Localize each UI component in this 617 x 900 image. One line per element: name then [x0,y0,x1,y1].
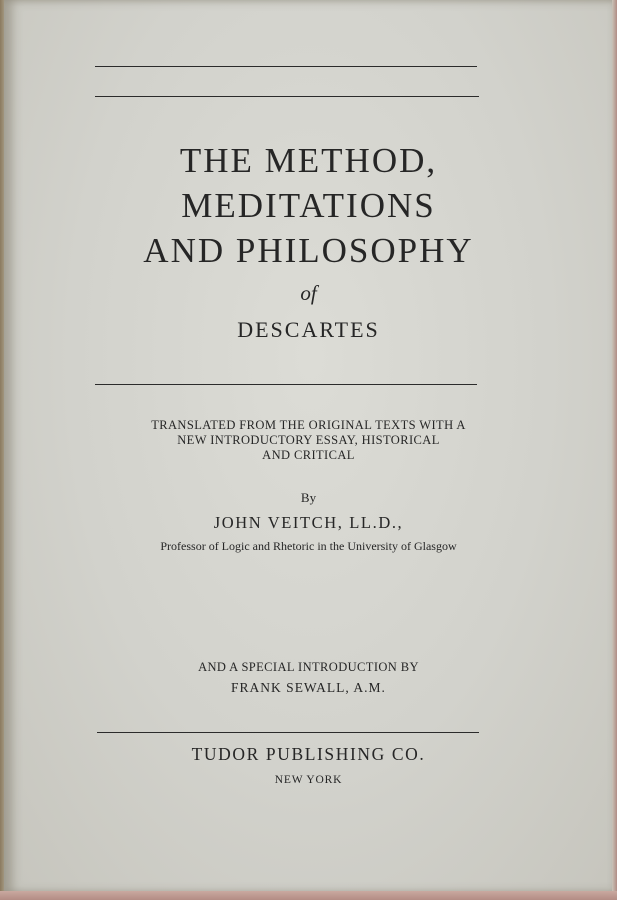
introducer-name: FRANK SEWALL, A.M. [231,680,386,695]
introduction-line: AND A SPECIAL INTRODUCTION BY [198,660,419,674]
publisher-name: TUDOR PUBLISHING CO. [191,744,426,764]
by-label: By [300,490,317,505]
bottom-rule [97,732,479,733]
title-line-2: MEDITATIONS [181,186,436,225]
page-right-edge [612,0,617,900]
translator-affiliation: Professor of Logic and Rhetoric in the University of Glasgow [160,539,457,553]
middle-rule [95,384,477,385]
title-line-3: AND PHILOSOPHY [143,231,474,270]
translator-name: JOHN VEITCH, LL.D., [213,513,404,532]
title-of: of [300,281,317,305]
title-page [4,0,617,893]
title-subject: DESCARTES [237,317,380,342]
top-rule-2 [95,96,479,97]
page-bottom-edge [0,891,617,900]
translation-line-3: AND CRITICAL [262,448,355,462]
top-rule-1 [95,66,477,67]
translation-line-2: NEW INTRODUCTORY ESSAY, HISTORICAL [177,433,440,447]
publisher-city: NEW YORK [274,774,343,786]
title-line-1: THE METHOD, [179,141,438,180]
translation-line-1: TRANSLATED FROM THE ORIGINAL TEXTS WITH A [151,418,466,432]
